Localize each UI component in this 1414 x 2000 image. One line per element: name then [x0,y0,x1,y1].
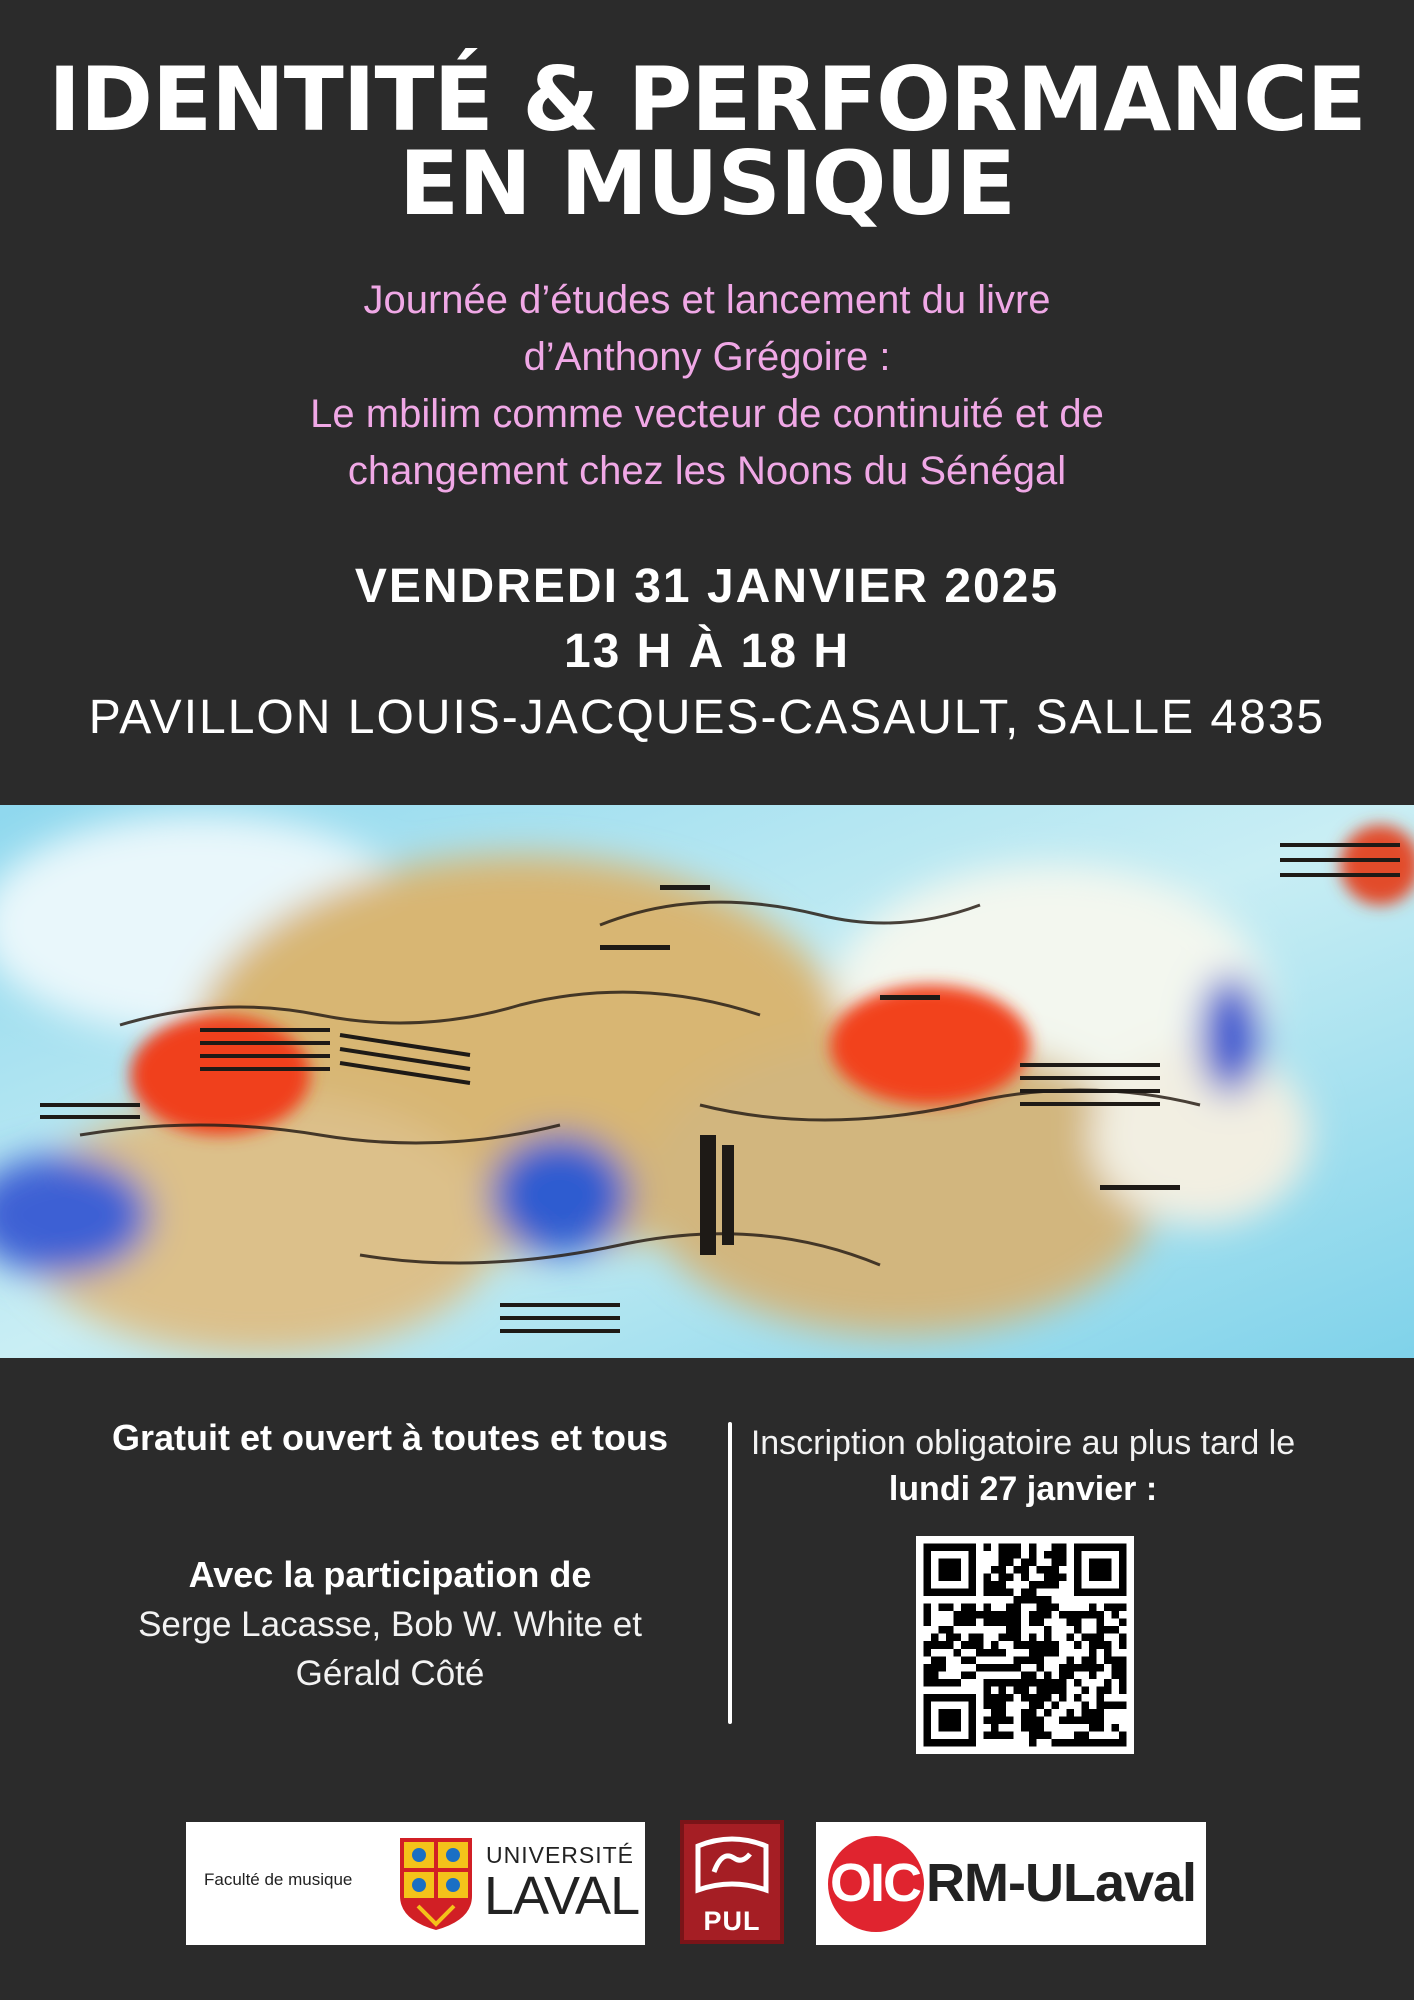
registration-qr-code[interactable] [916,1536,1134,1754]
rm-ulaval-wordmark: RM-ULaval [926,1853,1197,1913]
oic-wordmark: OIC [830,1853,921,1913]
universite-wordmark: UNIVERSITÉ [486,1842,635,1868]
free-admission-text: Gratuit et ouvert à toutes et tous [111,1417,669,1458]
laval-crest-icon [398,1836,474,1932]
participants-line-2: Gérald Côté [295,1654,485,1693]
participants-line-1: Serge Lacasse, Bob W. White et [138,1605,642,1644]
universite-laval-logo [186,1822,645,1945]
column-divider [728,1422,732,1724]
participants-list [80,1600,700,1698]
subtitle-line-2: d’Anthony Grégoire : [523,335,891,379]
laval-wordmark: LAVAL [484,1866,640,1926]
subtitle-line-4: changement chez les Noons du Sénégal [347,449,1067,493]
faculty-label: Faculté de musique [204,1870,353,1889]
pul-logo [680,1820,784,1944]
event-venue: PAVILLON LOUIS-JACQUES-CASAULT, SALLE 4835 [88,691,1326,744]
pul-wordmark: PUL [703,1906,761,1936]
subtitle-line-3: Le mbilim comme vecteur de continuité et de [310,392,1104,436]
participation-title: Avec la participation de [188,1554,592,1595]
info-left-column [80,1412,700,1698]
oicrm-logo [816,1822,1206,1945]
subtitle-line-1: Journée d’études et lancement du livre [363,278,1051,322]
registration-deadline: lundi 27 janvier : [888,1470,1158,1508]
title-line-2: EN MUSIQUE [399,132,1015,235]
event-date: VENDREDI 31 JANVIER 2025 [354,560,1060,613]
registration-text: Inscription obligatoire au plus tard le [750,1424,1296,1462]
pul-book-icon [684,1824,780,1904]
title-line-1: IDENTITÉ & PERFORMANCE [48,48,1366,151]
event-time: 13 H À 18 H [563,625,851,678]
event-subtitle [200,272,1214,500]
poster-title [0,48,1414,235]
banner-artwork [0,805,1414,1358]
info-right-column [740,1420,1306,1512]
